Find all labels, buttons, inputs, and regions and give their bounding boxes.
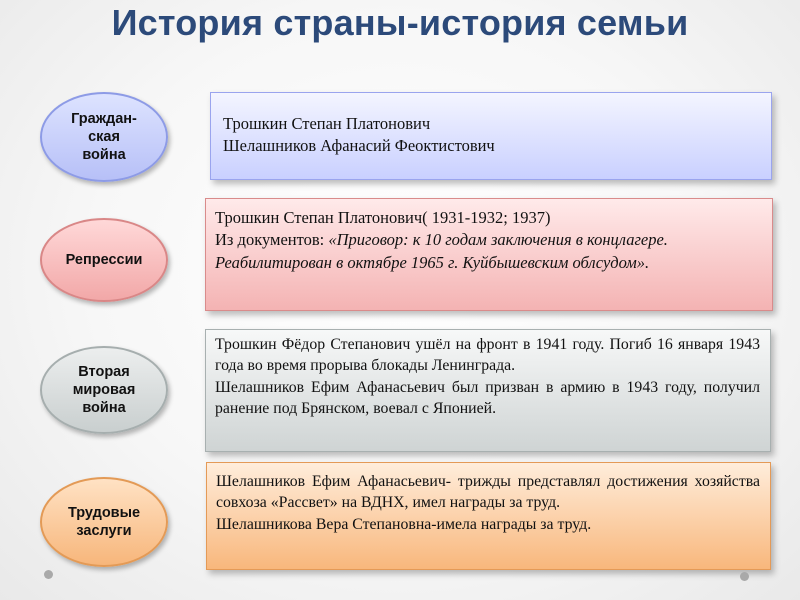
repressions-label: [40, 218, 168, 302]
repressions-box: [205, 198, 773, 311]
civil-war-label-text: Граждан- ская война: [71, 110, 137, 164]
ww2-label: [40, 346, 168, 434]
labor-line-1: Шелашников Ефим Афанасьевич- трижды представлял достижения хозяйства совхоза «Рассвет» на ВДНХ, имел награды за труд.: [216, 473, 760, 512]
civil-war-line-1: Трошкин Степан Платонович: [223, 114, 431, 133]
repressions-head: Трошкин Степан Платонович( 1931-1932; 1937): [215, 208, 551, 227]
labor-line-2: Шелашникова Вера Степановна-имела награды за труд.: [216, 515, 592, 533]
civil-war-label: [40, 92, 168, 182]
ww2-line-1: Трошкин Фёдор Степанович ушёл на фронт в 1941 году. Погиб 16 января 1943 года во время прорыва блокады Ленинграда.: [215, 336, 760, 375]
civil-war-box: [210, 92, 772, 180]
repressions-lead: Из документов:: [215, 230, 329, 250]
repressions-quote: «Приговор: к 10 годам заключения в концлагере. Реабилитирован в октябре 1965 г. Куйбышевским облсудом».: [215, 230, 668, 272]
ww2-box: [205, 329, 771, 452]
decor-dot-left: [44, 570, 53, 579]
page-title: История страны-история семьи: [111, 2, 689, 43]
decor-dot-right: [740, 572, 749, 581]
labor-label: [40, 477, 168, 567]
civil-war-line-2: Шелашников Афанасий Феоктистович: [223, 136, 495, 156]
ww2-line-2: Шелашников Ефим Афанасьевич был призван в армию в 1943 году, получил ранение под Брянском, воевал с Японией.: [215, 378, 760, 417]
labor-label-text: Трудовые заслуги: [67, 504, 141, 539]
labor-box: [206, 462, 771, 570]
ww2-label-text: Вторая мировая война: [72, 363, 136, 417]
repressions-label-text: Репрессии: [65, 251, 143, 268]
